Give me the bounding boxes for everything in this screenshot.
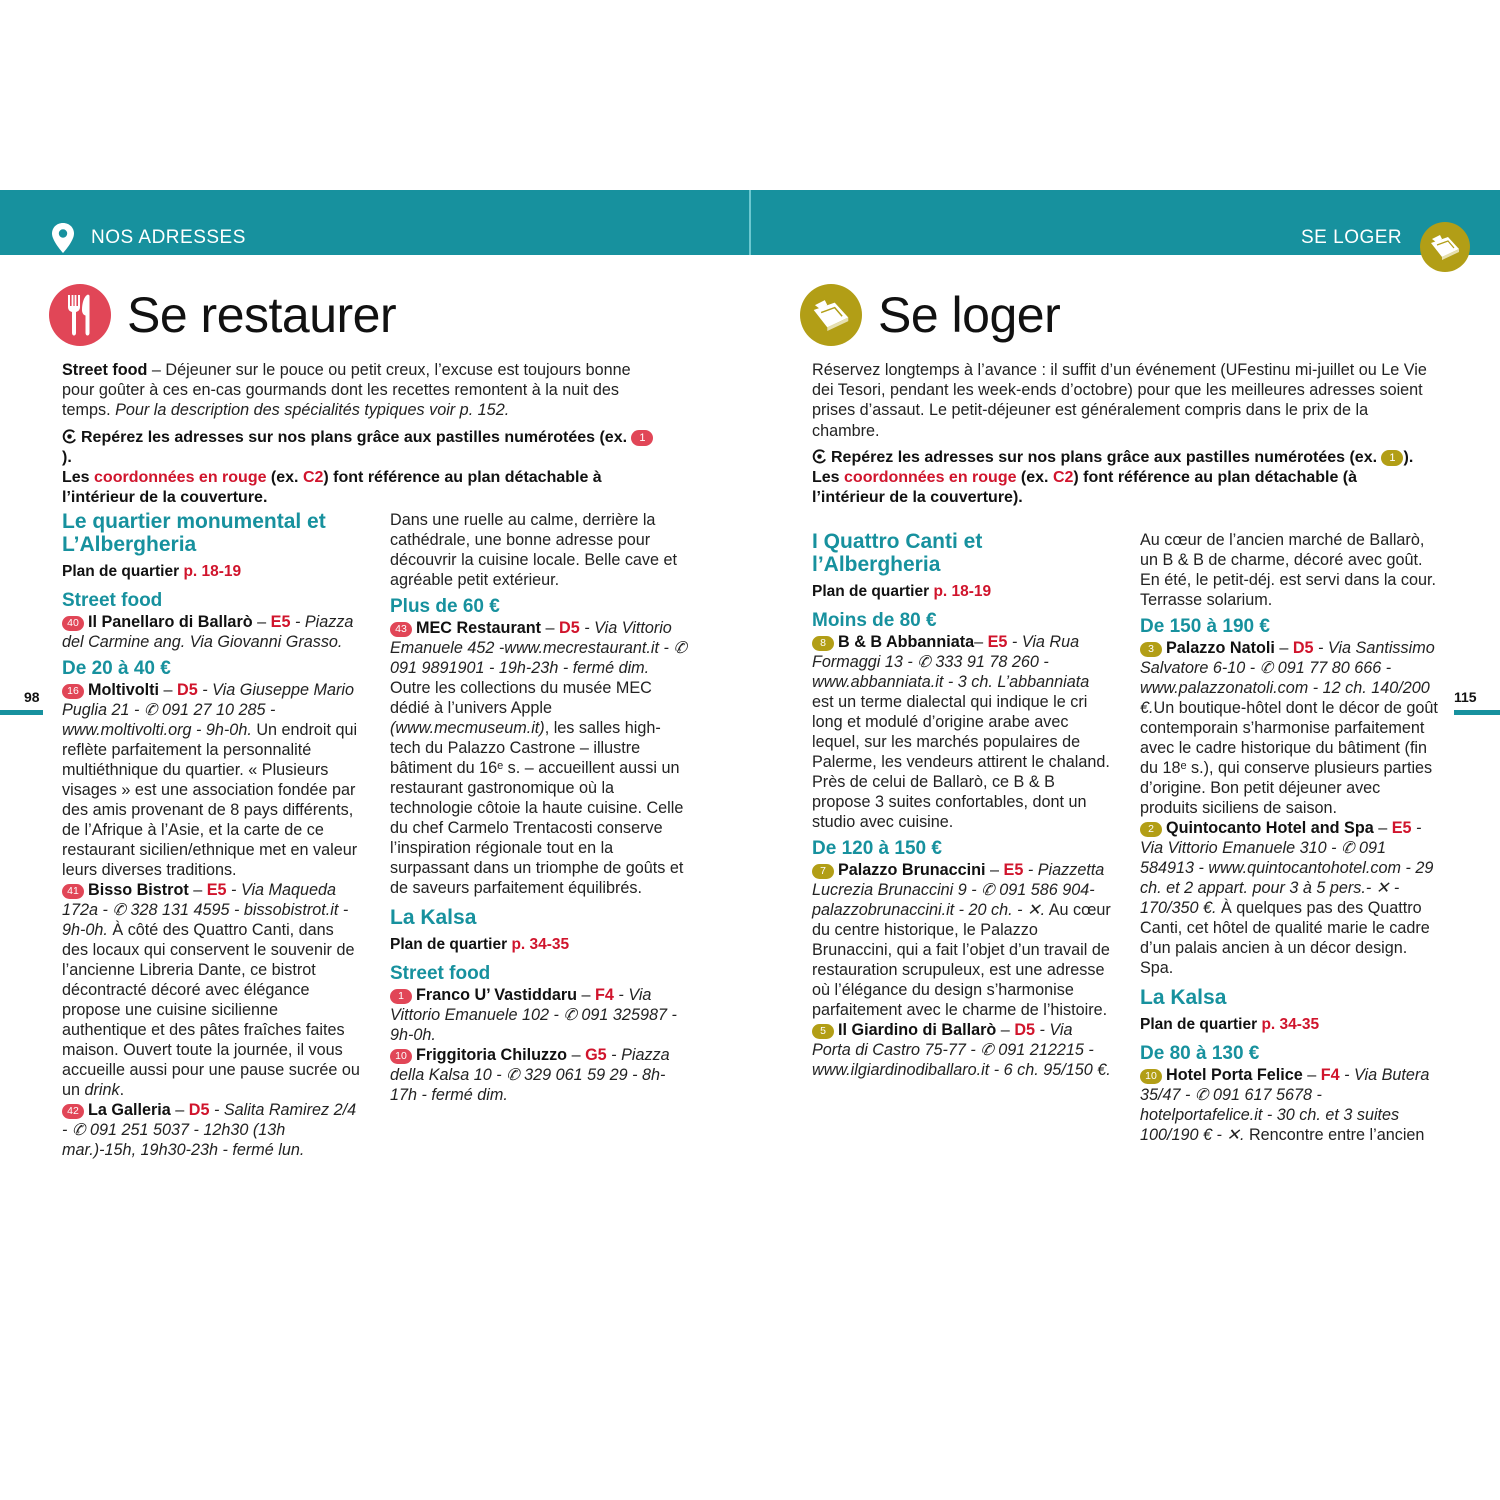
listing-entry: 42 La Galleria – D5 - Salita Ramirez 2/4 - ✆ 091 251 5037 - 12h30 (13h mar.)-15h, 19h30-23h - fermé lun. bbox=[62, 1101, 357, 1159]
column-4 bbox=[1140, 530, 1440, 1145]
map-coordinate: F4 bbox=[595, 986, 614, 1004]
intro-lead: Street food bbox=[62, 361, 148, 379]
category-heading: De 80 à 130 € bbox=[1140, 1043, 1260, 1064]
category-heading: Street food bbox=[62, 590, 163, 611]
map-coordinate: G5 bbox=[585, 1046, 607, 1064]
district-heading: La Kalsa bbox=[390, 906, 477, 929]
intro-paragraph: Réservez longtemps à l’avance : il suffit d’un événement (UFestinu mi-juillet ou Le Vie dei Tesori, pendant les week-ends d’octobre) pour que les meilleures adresses soient prises d’assaut. Le petit-déjeuner est généralement compris dans le prix de la chambre. bbox=[812, 361, 1427, 440]
page-edge-tab-right bbox=[1454, 710, 1500, 715]
category-heading: De 150 à 190 € bbox=[1140, 616, 1270, 637]
bed-icon bbox=[1420, 222, 1470, 272]
plan-page-link[interactable]: p. 34-35 bbox=[1261, 1016, 1320, 1033]
listing-continuation: Dans une ruelle au calme, derrière la cathédrale, une bonne adresse pour découvrir la cuisine locale. Belle cave et agréable petit extérieur. bbox=[390, 511, 678, 589]
map-marker-badge: 16 bbox=[62, 684, 84, 699]
listing-continuation: Au cœur de l’ancien marché de Ballarò, un B & B de charme, décoré avec goût. En été, le petit-déj. est servi dans la cour. Terrasse solarium. bbox=[1140, 531, 1437, 609]
map-marker-badge: 2 bbox=[1140, 822, 1162, 837]
listing-name: La Galleria bbox=[88, 1101, 171, 1119]
listing-name: Friggitoria Chiluzzo bbox=[416, 1046, 568, 1064]
listing-name: Quintocanto Hotel and Spa bbox=[1166, 819, 1374, 837]
listing-name: Il Panellaro di Ballarò bbox=[88, 613, 253, 631]
listing-address: - Via Vittorio Emanuele 452 -www.mecrestaurant.it - ✆ 091 9891901 - 19h-23h - fermé dim. bbox=[390, 619, 687, 677]
listing-address: - Via Giuseppe Mario Puglia 21 - ✆ 091 27 10 285 - www.moltivolti.org - 9h-0h. bbox=[62, 681, 355, 739]
district-plan-ref: Plan de quartier p. 18-19 bbox=[62, 563, 242, 580]
listing-address: - Piazza della Kalsa 10 - ✆ 329 061 59 29 - 8h-17h - fermé dim. bbox=[390, 1046, 670, 1104]
listing-entry: 3 Palazzo Natoli – D5 - Via Santissimo Salvatore 6-10 - ✆ 091 77 80 666 - www.palazzonatoli.com - 12 ch. 140/200 €.Un boutique-hôtel dont le décor de goût contemporain s’harmonise parfaitement avec le cadre historique du bâtiment (fin du 18ᵉ s.), qui conserve plusieurs parties d’origine. Bon petit déjeuner avec produits siciliens de saison. bbox=[1140, 639, 1438, 817]
sample-pastille: 1 bbox=[1381, 450, 1403, 466]
listing-description: Un endroit qui reflète parfaitement la personnalité multiéthnique du quartier. « Plusieurs visages » est une association fondée par des amis provenant de 8 pays différents, de l’Afrique à l’Asie, et la carte de ce restaurant sicilien/ethnique met en valeur leurs diverses traditions. bbox=[62, 721, 358, 879]
intro-text: – Déjeuner sur le pouce ou petit creux, l’excuse est toujours bonne pour goûter à ces en-cas gourmands dont les recettes remontent à la nuit des temps. bbox=[62, 361, 631, 420]
listing-name: Palazzo Natoli bbox=[1166, 639, 1275, 657]
page-title: Se loger bbox=[878, 287, 1061, 343]
listing-description: Outre les collections du musée MEC dédié à l’univers Apple bbox=[390, 679, 652, 717]
category-heading: Street food bbox=[390, 963, 491, 984]
listing-address: - Via Vittorio Emanuele 310 - ✆ 091 584913 - www.quintocantohotel.com - 29 ch. et 2 appart. pour 3 à 5 pers.- ✕ - 170/350 €. bbox=[1140, 819, 1434, 917]
column-1 bbox=[62, 510, 362, 1160]
listing-address: - Salita Ramirez 2/4 - ✆ 091 251 5037 - 12h30 (13h mar.)-15h, 19h30-23h - fermé lun. bbox=[62, 1101, 357, 1159]
listing-address: - Piazza del Carmine ang. Via Giovanni Grasso. bbox=[62, 613, 354, 651]
header-label-se-loger: SE LOGER bbox=[1301, 227, 1403, 248]
listing-address: - Via Butera 35/47 - ✆ 091 617 5678 - hotelportafelice.it - 30 ch. et 3 suites 100/190 € - ✕. bbox=[1140, 1066, 1430, 1144]
listing-entry: 10 Friggitoria Chiluzzo – G5 - Piazza della Kalsa 10 - ✆ 329 061 59 29 - 8h-17h - fermé dim. bbox=[390, 1046, 670, 1104]
category-heading: De 20 à 40 € bbox=[62, 658, 171, 679]
sample-pastille: 1 bbox=[631, 430, 653, 446]
map-marker-badge: 1 bbox=[390, 989, 412, 1004]
listing-entry: 5 Il Giardino di Ballarò – D5 - Via Porta di Castro 75-77 - ✆ 091 212215 - www.ilgiardinodiballaro.it - 6 ch. 95/150 €. bbox=[812, 1021, 1111, 1079]
page-heading-lodging bbox=[800, 284, 1060, 346]
listing-entry: 2 Quintocanto Hotel and Spa – E5 - Via Vittorio Emanuele 310 - ✆ 091 584913 - www.quintocantohotel.com - 29 ch. et 2 appart. pour 3 à 5 pers.- ✕ - 170/350 €. À quelques pas des Quattro Canti, cet hôtel de qualité marie le cadre d’un palais ancien à un décor design. Spa. bbox=[1140, 819, 1434, 977]
map-coordinate: D5 bbox=[1014, 1021, 1036, 1039]
map-reference-icon bbox=[62, 429, 77, 444]
listing-entry: 8 B & B Abbanniata– E5 - Via Rua Formaggi 13 - ✆ 333 91 78 260 - www.abbanniata.it - 3 ch. L’abbanniata est un terme dialectal qui indique le cri long et modulé d’origine arabe avec lequel, sur les marchés populaires de Palerme, les vendeurs attirent le chaland. Près de celui de Ballarò, ce B & B propose 3 suites confortables, dont un studio avec cuisine. bbox=[812, 633, 1110, 831]
page-title: Se restaurer bbox=[127, 287, 397, 343]
intro-reference: Pour la description des spécialités typiques voir p. 152. bbox=[115, 401, 510, 420]
map-coordinate: E5 bbox=[270, 613, 291, 631]
listing-description: Rencontre entre l’ancien bbox=[1244, 1126, 1425, 1144]
map-marker-badge: 3 bbox=[1140, 642, 1162, 657]
listing-description: Au cœur du centre historique, le Palazzo Brunaccini, qui a fait l’objet d’un travail de restauration scrupuleux, est une adresse où l’élégance du design s’harmonise parfaitement avec le charme de l’histoire. bbox=[812, 901, 1111, 1019]
map-marker-badge: 5 bbox=[812, 1024, 834, 1039]
listing-address: - Via Santissimo Salvatore 6-10 - ✆ 091 77 80 666 - www.palazzonatoli.com - 12 ch. 140/200 €. bbox=[1140, 639, 1435, 717]
listing-description: est un terme dialectal qui indique le cri long et modulé d’origine arabe avec lequel, sur les marchés populaires de Palerme, les vendeurs attirent le chaland. Près de celui de Ballarò, ce B & B propose 3 suites confortables, dont un studio avec cuisine. bbox=[812, 693, 1110, 831]
map-marker-badge: 42 bbox=[62, 1104, 84, 1119]
listing-address: - Via Vittorio Emanuele 102 - ✆ 091 325987 - 9h-0h. bbox=[390, 986, 677, 1044]
listing-address: - Via Rua Formaggi 13 - ✆ 333 91 78 260 - www.abbanniata.it - 3 ch. bbox=[812, 633, 1080, 691]
listing-name: B & B Abbanniata bbox=[838, 633, 975, 651]
map-coordinate: D5 bbox=[559, 619, 580, 637]
map-coordinate: E5 bbox=[987, 633, 1008, 651]
map-pin-icon bbox=[50, 222, 76, 254]
listing-address: - Via Maqueda 172a - ✆ 328 131 4595 - bissobistrot.it - 9h-0h. bbox=[62, 881, 349, 939]
map-marker-badge: 8 bbox=[812, 636, 834, 651]
district-heading: I Quattro Canti et l’Albergheria bbox=[812, 530, 983, 576]
plan-page-link[interactable]: p. 18-19 bbox=[183, 563, 242, 580]
listing-entry: 41 Bisso Bistrot – E5 - Via Maqueda 172a - ✆ 328 131 4595 - bissobistrot.it - 9h-0h. À côté des Quattro Canti, dans des locaux qui conservent le souvenir de l’ancienne Libreria Dante, ce bistrot décontracté décoré avec élégance propose une cuisine sicilienne authentique et des pâtes fraîches faites maison. Ouvert toute la journée, il vous accueille aussi pour une pause sucrée ou un drink. bbox=[62, 881, 360, 1099]
listing-name: Bisso Bistrot bbox=[88, 881, 189, 899]
map-marker-badge: 41 bbox=[62, 884, 84, 899]
fork-knife-icon bbox=[49, 284, 111, 346]
listing-entry: 40 Il Panellaro di Ballarò – E5 - Piazza del Carmine ang. Via Giovanni Grasso. bbox=[62, 613, 354, 651]
listing-name: Palazzo Brunaccini bbox=[838, 861, 986, 879]
listing-entry: 43 MEC Restaurant – D5 - Via Vittorio Emanuele 452 -www.mecrestaurant.it - ✆ 091 9891901 - 19h-23h - fermé dim. Outre les collections du musée MEC dédié à l’univers Apple (www.mecmuseum.it), les salles high-tech du Palazzo Castrone – illustre bâtiment du 16ᵉ s. – accueillent aussi un restaurant gastronomique où la technologie côtoie la haute cuisine. Celle du chef Carmelo Trentacosti conserve l’inspiration régionale tout en la surpassant dans un triomphe de goûts et de saveurs parfaitement équilibrés. bbox=[390, 619, 687, 897]
intro-restaurants bbox=[62, 360, 662, 508]
category-heading: De 120 à 150 € bbox=[812, 838, 942, 859]
bed-icon bbox=[800, 284, 862, 346]
listing-name: Hotel Porta Felice bbox=[1166, 1066, 1303, 1084]
category-heading: Moins de 80 € bbox=[812, 610, 937, 631]
listing-name: Il Giardino di Ballarò bbox=[838, 1021, 997, 1039]
map-coordinate: D5 bbox=[1292, 639, 1314, 657]
map-marker-badge: 40 bbox=[62, 616, 84, 631]
column-2 bbox=[390, 510, 690, 1105]
map-marker-badge: 43 bbox=[390, 622, 412, 637]
map-note: Repérez les adresses sur nos plans grâce aux pastilles numérotées (ex. 1). Les coordonnées en rouge (ex. C2) font référence au plan détachable à l’intérieur de la couverture. bbox=[62, 428, 662, 509]
header-label-nos-adresses: NOS ADRESSES bbox=[91, 227, 246, 248]
category-heading: Plus de 60 € bbox=[390, 596, 500, 617]
listing-name: Franco U’ Vastiddaru bbox=[416, 986, 578, 1004]
listing-entry: 7 Palazzo Brunaccini – E5 - Piazzetta Lucrezia Brunaccini 9 - ✆ 091 586 904- palazzobrunaccini.it - 20 ch. - ✕. Au cœur du centre historique, le Palazzo Brunaccini, qui a fait l’objet d’un travail de restauration scrupuleux, est une adresse où l’élégance du design s’harmonise parfaitement avec le charme de l’histoire. bbox=[812, 861, 1111, 1019]
map-marker-badge: 10 bbox=[1140, 1069, 1162, 1084]
intro-paragraph bbox=[62, 360, 662, 421]
listing-description: À quelques pas des Quattro Canti, cet hôtel de qualité marie le cadre d’un palais ancien à un décor design. Spa. bbox=[1140, 899, 1430, 977]
intro-lodging bbox=[812, 360, 1432, 508]
listing-name: MEC Restaurant bbox=[416, 619, 542, 637]
listing-name: Moltivolti bbox=[88, 681, 160, 699]
district-plan-ref: Plan de quartier p. 18-19 bbox=[812, 583, 992, 600]
district-plan-ref: Plan de quartier p. 34-35 bbox=[1140, 1016, 1320, 1033]
district-heading: La Kalsa bbox=[1140, 986, 1227, 1009]
page-heading-restaurants bbox=[49, 284, 396, 346]
listing-address: - Via Porta di Castro 75-77 - ✆ 091 212215 - www.ilgiardinodiballaro.it - 6 ch. 95/150 €. bbox=[812, 1021, 1111, 1079]
map-coordinate: E5 bbox=[1003, 861, 1024, 879]
page-edge-tab-left bbox=[0, 710, 43, 715]
page-number-right: 115 bbox=[1454, 689, 1477, 705]
listing-address: - Piazzetta Lucrezia Brunaccini 9 - ✆ 091 586 904- palazzobrunaccini.it - 20 ch. - ✕. bbox=[812, 861, 1105, 919]
map-coordinate: D5 bbox=[177, 681, 198, 699]
map-coordinate: F4 bbox=[1320, 1066, 1340, 1084]
page-number-left: 98 bbox=[24, 689, 40, 705]
listing-entry: 16 Moltivolti – D5 - Via Giuseppe Mario Puglia 21 - ✆ 091 27 10 285 - www.moltivolti.org - 9h-0h. Un endroit qui reflète parfaitement la personnalité multiéthnique du quartier. « Plusieurs visages » est une association fondée par des amis provenant de 8 pays différents, de l’Afrique à l’Asie, et la carte de ce restaurant sicilien/ethnique met en valeur leurs diverses traditions. bbox=[62, 681, 358, 879]
plan-page-link[interactable]: p. 18-19 bbox=[933, 583, 992, 600]
map-note: Repérez les adresses sur nos plans grâce aux pastilles numérotées (ex. 1 ). Les coordonnées en rouge (ex. C2) font référence au plan détachable (à l’intérieur de la couverture). bbox=[812, 448, 1414, 507]
map-reference-icon bbox=[812, 449, 827, 464]
listing-description: À côté des Quattro Canti, dans des locaux qui conservent le souvenir de l’ancienne Libreria Dante, ce bistrot décontracté décoré avec élégance propose une cuisine sicilienne authentique et des pâtes fraîches faites maison. Ouvert toute la journée, il vous accueille aussi pour une pause sucrée ou un bbox=[62, 921, 360, 1099]
map-coordinate: D5 bbox=[188, 1101, 210, 1119]
column-3 bbox=[812, 530, 1112, 1080]
district-heading: Le quartier monumental et L’Albergheria bbox=[62, 510, 326, 556]
map-marker-badge: 7 bbox=[812, 864, 834, 879]
map-marker-badge: 10 bbox=[390, 1049, 412, 1064]
district-plan-ref: Plan de quartier p. 34-35 bbox=[390, 936, 570, 953]
listing-entry: 10 Hotel Porta Felice – F4 - Via Butera 35/47 - ✆ 091 617 5678 - hotelportafelice.it - 30 ch. et 3 suites 100/190 € - ✕. Rencontre entre l’ancien bbox=[1140, 1066, 1430, 1144]
map-coordinate: E5 bbox=[1391, 819, 1412, 837]
plan-page-link[interactable]: p. 34-35 bbox=[511, 936, 570, 953]
listing-description: Un boutique-hôtel dont le décor de goût contemporain s’harmonise parfaitement avec le cadre historique du bâtiment (fin du 18ᵉ s.), qui conserve plusieurs parties d’origine. Bon petit déjeuner avec produits siciliens de saison. bbox=[1140, 699, 1438, 817]
map-coordinate: E5 bbox=[206, 881, 227, 899]
listing-entry: 1 Franco U’ Vastiddaru – F4 - Via Vittorio Emanuele 102 - ✆ 091 325987 - 9h-0h. bbox=[390, 986, 677, 1044]
